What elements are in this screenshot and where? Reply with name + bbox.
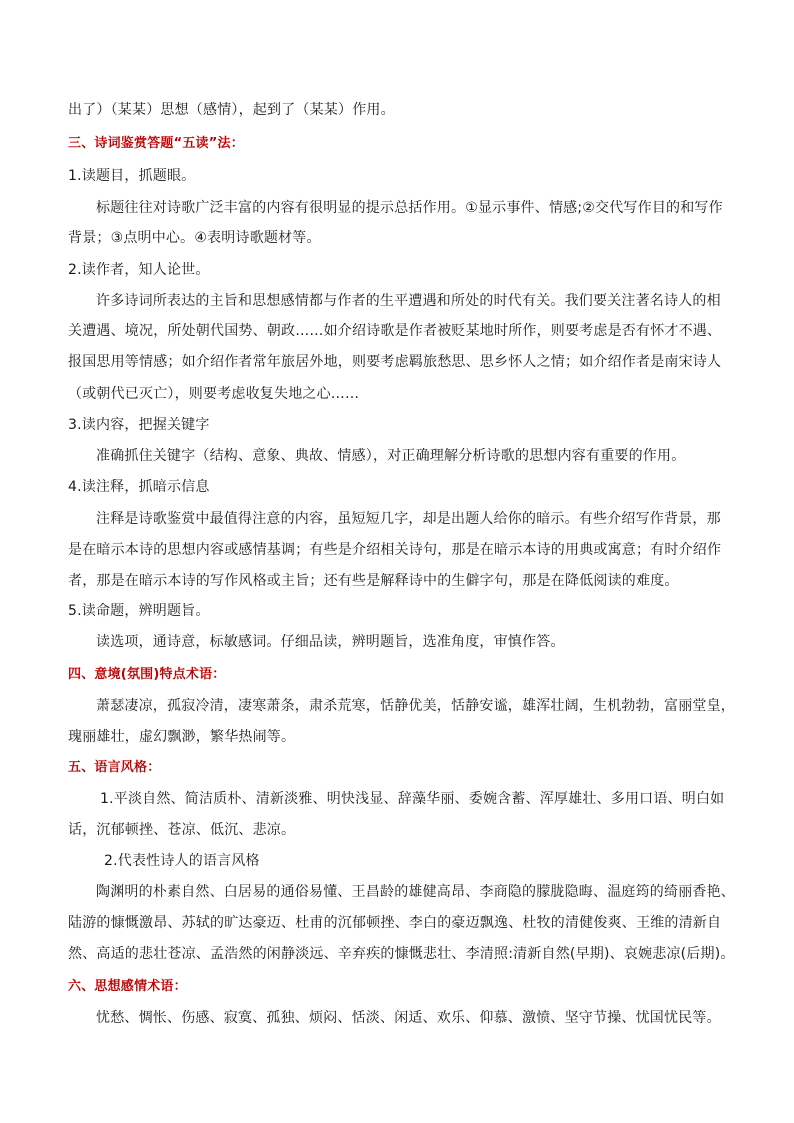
- body-line: 关遭遇、境况，所处朝代国势、朝政……如介绍诗歌是作者被贬某地时所作，则要考虑是否有怀才不遇、: [68, 323, 722, 339]
- body-line: 1.平淡自然、简洁质朴、清新淡雅、明快浅显、辞藻华丽、委婉含蓄、浑厚雄壮、多用口语、明白如: [100, 791, 725, 807]
- body-line: 萧瑟凄凉，孤寂冷清，凄寒萧条，肃杀荒寒，恬静优美，恬静安谧，雄浑壮阔，生机勃勃，富丽堂皇，: [96, 698, 735, 714]
- body-line: 陆游的慷慨激昂、苏轼的旷达豪迈、杜甫的沉郁顿挫、李白的豪迈飘逸、杜牧的清健俊爽、王维的清新自: [68, 915, 722, 931]
- body-line: 背景；③点明中心。④表明诗歌题材等。: [68, 230, 321, 246]
- body-line: 者，那是在暗示本诗的写作风格或主旨；还有些是解释诗中的生僻字句，那是在降低阅读的难度。: [68, 573, 679, 589]
- subheading-four: 4.读注释，抓暗示信息: [68, 479, 210, 495]
- body-line: 话，沉郁顿挫、苍凉、低沉、悲凉。: [68, 822, 296, 838]
- body-line: 陶渊明的朴素自然、白居易的通俗易懂、王昌龄的雄健高昂、李商隐的朦胧隐晦、温庭筠的绮丽香艳、: [96, 884, 735, 900]
- body-line: 然、高适的悲壮苍凉、孟浩然的闲静淡远、辛弃疾的慷慨悲壮、李清照:清新自然(早期)、哀婉悲凉(后期)。: [68, 946, 735, 962]
- body-line: 瑰丽雄壮，虚幻飘渺，繁华热闹等。: [68, 729, 296, 745]
- body-line: 出了）（某某）思想（感情），起到了（某某）作用。: [68, 102, 395, 118]
- section-heading-three: 三、诗词鉴赏答题“五读”法：: [68, 136, 244, 151]
- section-heading-four: 四、意境(氛围)特点术语：: [68, 667, 226, 682]
- body-line: 标题往往对诗歌广泛丰富的内容有很明显的提示总括作用。①显示事件、情感;②交代写作目的和写作: [96, 200, 723, 216]
- body-line: （或朝代已灭亡），则要考虑收复失地之心……: [68, 386, 360, 402]
- subheading-representative-poets: 2.代表性诗人的语言风格: [104, 853, 260, 869]
- subheading-five: 5.读命题，辨明题旨。: [68, 603, 210, 619]
- subheading-one: 1.读题目，抓题眼。: [68, 168, 196, 184]
- section-heading-six: 六、思想感情术语：: [68, 979, 187, 994]
- body-line: 报国思用等情感；如介绍作者常年旅居外地，则要考虑羁旅愁思、思乡怀人之情；如介绍作者是南宋诗人: [68, 354, 722, 370]
- subheading-three: 3.读内容，把握关键字: [68, 417, 210, 433]
- body-line: 准确抓住关键字（结构、意象、典故、情感），对正确理解分析诗歌的思想内容有重要的作用。: [96, 448, 686, 464]
- subheading-two: 2.读作者，知人论世。: [68, 262, 210, 278]
- body-line: 是在暗示本诗的思想内容或感情基调；有些是介绍相关诗句，那是在暗示本诗的用典或寓意；有时介绍作: [68, 542, 722, 558]
- section-heading-five: 五、语言风格：: [68, 760, 161, 775]
- body-line: 注释是诗歌鉴赏中最值得注意的内容，虽短短几字，却是出题人给你的暗示。有些介绍写作背景，那: [96, 511, 721, 527]
- body-line: 许多诗词所表达的主旨和思想感情都与作者的生平遭遇和所处的时代有关。我们要关注著名诗人的相: [96, 293, 721, 309]
- body-line: 忧愁、惆怅、伤感、寂寞、孤独、烦闷、恬淡、闲适、欢乐、仰慕、激愤、坚守节操、忧国忧民等。: [96, 1010, 721, 1026]
- body-line: 读选项，通诗意，标敏感词。仔细品读，辨明题旨，选准角度，审慎作答。: [96, 634, 565, 650]
